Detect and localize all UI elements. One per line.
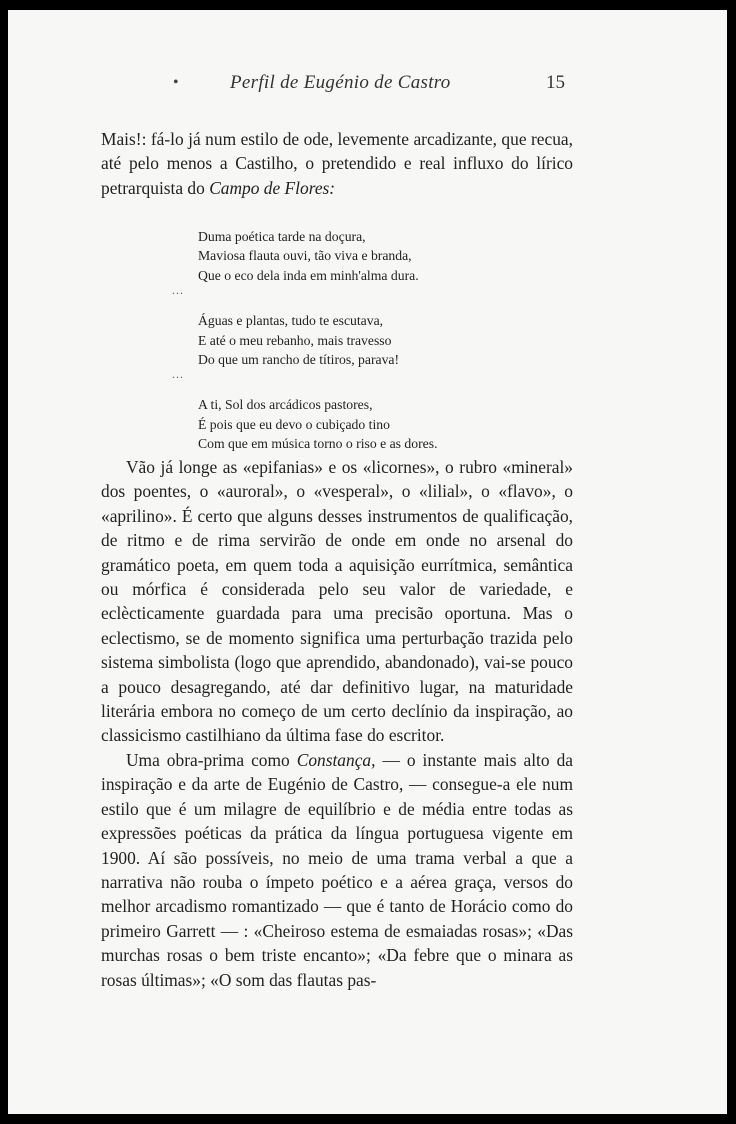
stanza-1: [198, 227, 528, 285]
stanza-separator: [172, 367, 528, 395]
paragraph-3-italic-title: Constança,: [296, 749, 376, 770]
running-header: [8, 72, 727, 102]
verse-line: Do que um rancho de títiros, parava!: [198, 352, 400, 368]
verse-line: A ti, Sol dos arcádicos pastores,: [198, 397, 373, 413]
intro-italic-title: Campo de Flores:: [209, 177, 336, 198]
running-title: Perfil de Eugénio de Castro: [230, 72, 451, 93]
paragraph-3-start: Uma obra-prima como: [126, 749, 297, 770]
stanza-3: [198, 395, 528, 453]
page-number: 15: [546, 72, 565, 93]
stanza-separator: [172, 283, 528, 311]
verse-line: Águas e plantas, tudo te escutava,: [198, 313, 384, 329]
verse-line: Duma poética tarde na doçura,: [198, 229, 366, 244]
paragraph-3-rest: — o instante mais alto da inspiração e da arte de Eugénio de Castro, — consegue-a ele num estilo que é um milagre de equilíbrio e de média entre todas as expressões poéticas da prática da língua portuguesa vigente em 1900. Aí são possíveis, no meio de uma trama verbal a que a narrativa não rouba o ímpeto poético e a aérea graça, versos do melhor arcadismo romantizado — que é tanto de Horácio como do primeiro Garrett — : «Cheiroso estema de esmaiadas rosas»; «Das murchas rosas o bem triste encanto»; «Da febre que o minara as rosas últimas»; «O som das flautas pas-: [101, 749, 573, 990]
paragraph-2: Vão já longe as «epifanias» e os «licornes», o rubro «mineral» dos poentes, o «auroral», o «vesperal», o «lilial», o «flavo», o «aprilino». É certo que alguns desses instrumentos de qualificação, de ritmo e de rima servirão de onde em onde no arsenal do gramático poeta, em quem toda a aquisição eurrítmica, semântica ou mórfica é considerada pelo seu valor de variedade, e eclècticamente guardada para uma precisão oportuna. Mas o eclectismo, se de momento significa uma perturbação trazida pelo sistema simbolista (logo que aprendido, abandonado), vai-se pouco a pouco desagregando, até dar definitivo lugar, na maturidade literária embora no começo de um certo declínio da inspiração, ao classicismo castilhiano da última fase do escritor.: [101, 457, 573, 746]
header-dot: •: [173, 74, 179, 91]
ellipsis: ...: [172, 367, 184, 382]
intro-text: [101, 127, 573, 200]
ellipsis: ...: [172, 283, 184, 298]
book-page: [8, 10, 727, 1114]
verse-line: Que o eco dela inda em minh'alma dura.: [198, 267, 419, 283]
verse-line: Com que em música torno o riso e as dores.: [198, 436, 438, 452]
main-text: [101, 455, 573, 992]
verse-line: Maviosa flauta ouvi, tão viva e branda,: [198, 248, 412, 264]
verse-line: É pois que eu devo o cubiçado tino: [198, 416, 390, 432]
intro-paragraph: [101, 127, 573, 200]
paragraph-3: [101, 748, 573, 992]
intro-text-main: Mais!: fá-lo já num estilo de ode, levemente arcadizante, que recua, até pelo menos a Castilho, o pretendido e real influxo do lírico petrarquista do: [101, 129, 573, 198]
verse-line: E até o meu rebanho, mais travesso: [198, 332, 392, 348]
stanza-2: [198, 311, 528, 369]
verse-quotation: [172, 227, 528, 454]
